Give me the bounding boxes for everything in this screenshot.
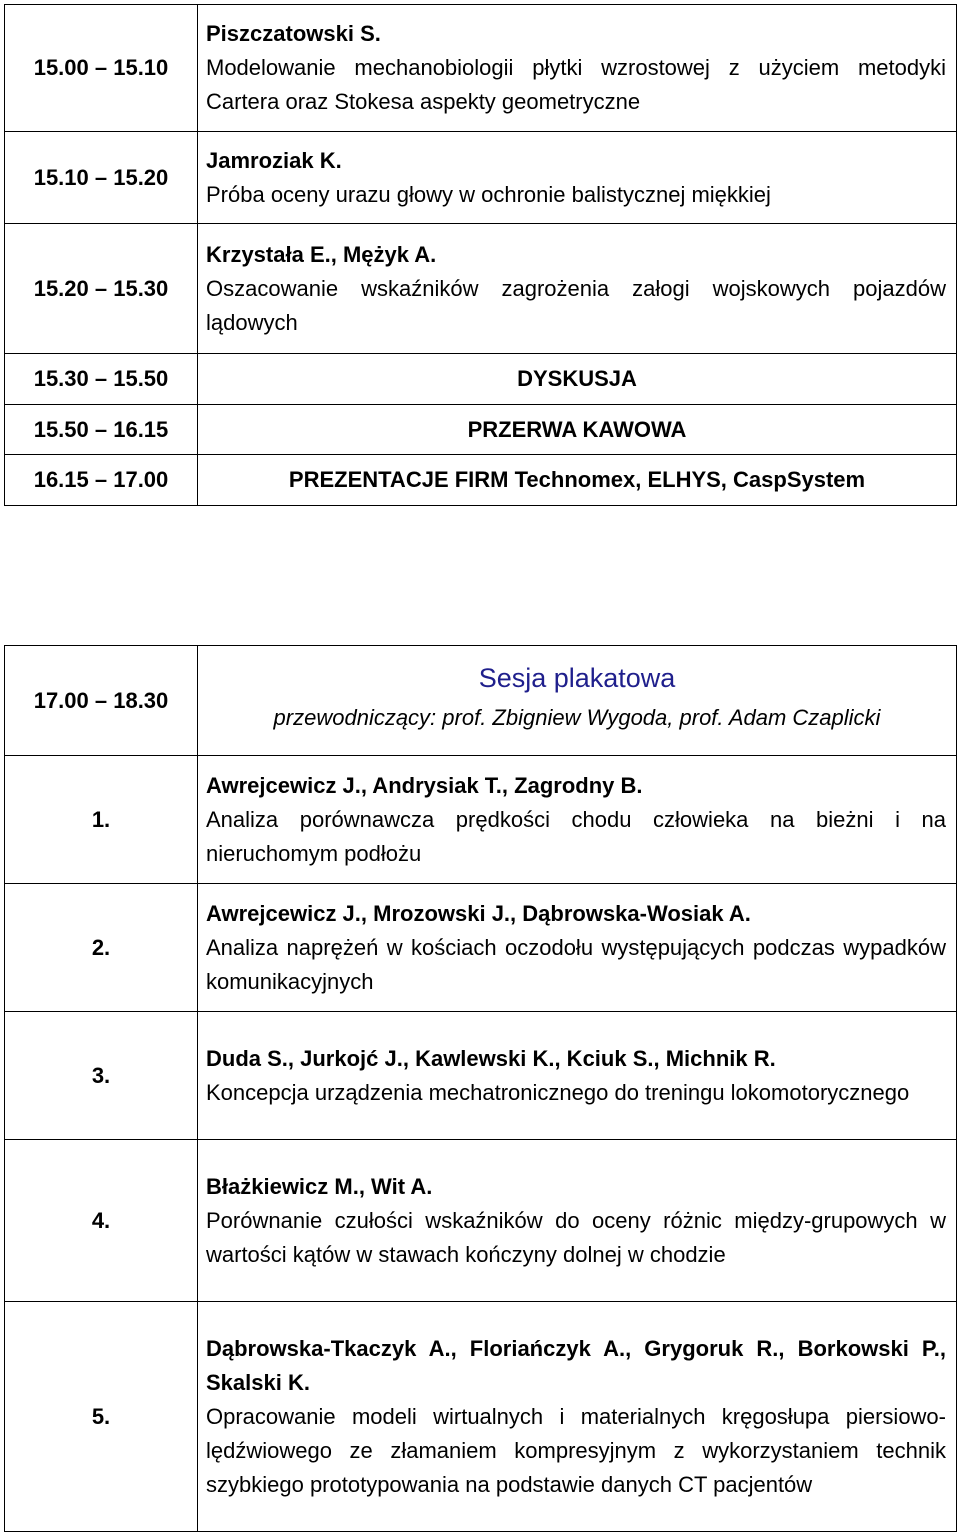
poster-title: Koncepcja urządzenia mechatronicznego do treningu lokomotorycznego: [206, 1079, 910, 1105]
poster-number: 4.: [5, 1140, 198, 1302]
poster-session-header: [5, 646, 957, 756]
discussion-label: DYSKUSJA: [198, 354, 957, 405]
poster-cell: [198, 1302, 957, 1532]
session-chairs: przewodniczący: prof. Zbigniew Wygoda, prof. Adam Czaplicki: [273, 704, 881, 730]
poster-number: 1.: [5, 756, 198, 884]
poster-session-time: 17.00 – 18.30: [5, 646, 198, 756]
poster-authors: Awrejcewicz J., Mrozowski J., Dąbrowska-Wosiak A.: [206, 900, 751, 926]
talk-author: Piszczatowski S.: [206, 21, 381, 46]
company-presentations-label: PREZENTACJE FIRM Technomex, ELHYS, CaspSystem: [198, 455, 957, 506]
talk-title: Oszacowanie wskaźników zagrożenia załogi wojskowych pojazdów lądowych: [206, 275, 946, 335]
session-title: Sesja plakatowa: [478, 662, 676, 693]
talk-title: Modelowanie mechanobiologii płytki wzrostowej z użyciem metodyki Cartera oraz Stokesa aspekty geometryczne: [206, 55, 946, 114]
poster-row: [5, 1140, 957, 1302]
poster-cell: [198, 1140, 957, 1302]
poster-row: [5, 1302, 957, 1532]
talk-cell: [198, 224, 957, 354]
talk-cell: [198, 132, 957, 224]
poster-authors: Duda S., Jurkojć J., Kawlewski K., Kciuk S., Michnik R.: [206, 1045, 776, 1071]
schedule-table: [4, 4, 957, 506]
time-cell: 16.15 – 17.00: [5, 455, 198, 506]
time-cell: 15.00 – 15.10: [5, 5, 198, 132]
talk-author: Jamroziak K.: [206, 147, 342, 173]
poster-cell: [198, 1012, 957, 1140]
poster-cell: [198, 756, 957, 884]
schedule-row: [5, 455, 957, 506]
poster-authors: Błażkiewicz M., Wit A.: [206, 1173, 433, 1199]
time-cell: 15.30 – 15.50: [5, 354, 198, 405]
talk-cell: [198, 5, 957, 132]
poster-number: 2.: [5, 884, 198, 1012]
schedule-row: [5, 405, 957, 455]
schedule-row: [5, 5, 957, 132]
talk-title: Próba oceny urazu głowy w ochronie balistycznej miękkiej: [206, 181, 771, 207]
poster-authors: Dąbrowska-Tkaczyk A., Floriańczyk A., Grygoruk R., Borkowski P., Skalski K.: [206, 1335, 946, 1395]
poster-number: 3.: [5, 1012, 198, 1140]
poster-row: [5, 1012, 957, 1140]
schedule-row: [5, 132, 957, 224]
schedule-row: [5, 224, 957, 354]
time-cell: 15.20 – 15.30: [5, 224, 198, 354]
poster-number: 5.: [5, 1302, 198, 1532]
poster-title: Analiza naprężeń w kościach oczodołu występujących podczas wypadków komunikacyjnych: [206, 934, 946, 994]
poster-session-heading: [198, 646, 957, 756]
time-cell: 15.10 – 15.20: [5, 132, 198, 224]
schedule-row: [5, 354, 957, 405]
poster-row: [5, 756, 957, 884]
poster-cell: [198, 884, 957, 1012]
poster-title: Porównanie czułości wskaźników do oceny różnic między-grupowych w wartości kątów w stawach kończyny dolnej w chodzie: [206, 1207, 946, 1267]
talk-author: Krzystała E., Mężyk A.: [206, 241, 437, 267]
poster-row: [5, 884, 957, 1012]
poster-session-table: [4, 645, 957, 1532]
time-cell: 15.50 – 16.15: [5, 405, 198, 455]
poster-title: Analiza porównawcza prędkości chodu człowieka na bieżni i na nieruchomym podłożu: [206, 806, 946, 866]
coffee-break-label: PRZERWA KAWOWA: [198, 405, 957, 455]
poster-title: Opracowanie modeli wirtualnych i materialnych kręgosłupa piersiowo-lędźwiowego ze złamaniem kompresyjnym z wykorzystaniem technik szybkiego prototypowania na podstawie danych CT pacjentów: [206, 1403, 946, 1497]
poster-authors: Awrejcewicz J., Andrysiak T., Zagrodny B.: [206, 772, 643, 798]
